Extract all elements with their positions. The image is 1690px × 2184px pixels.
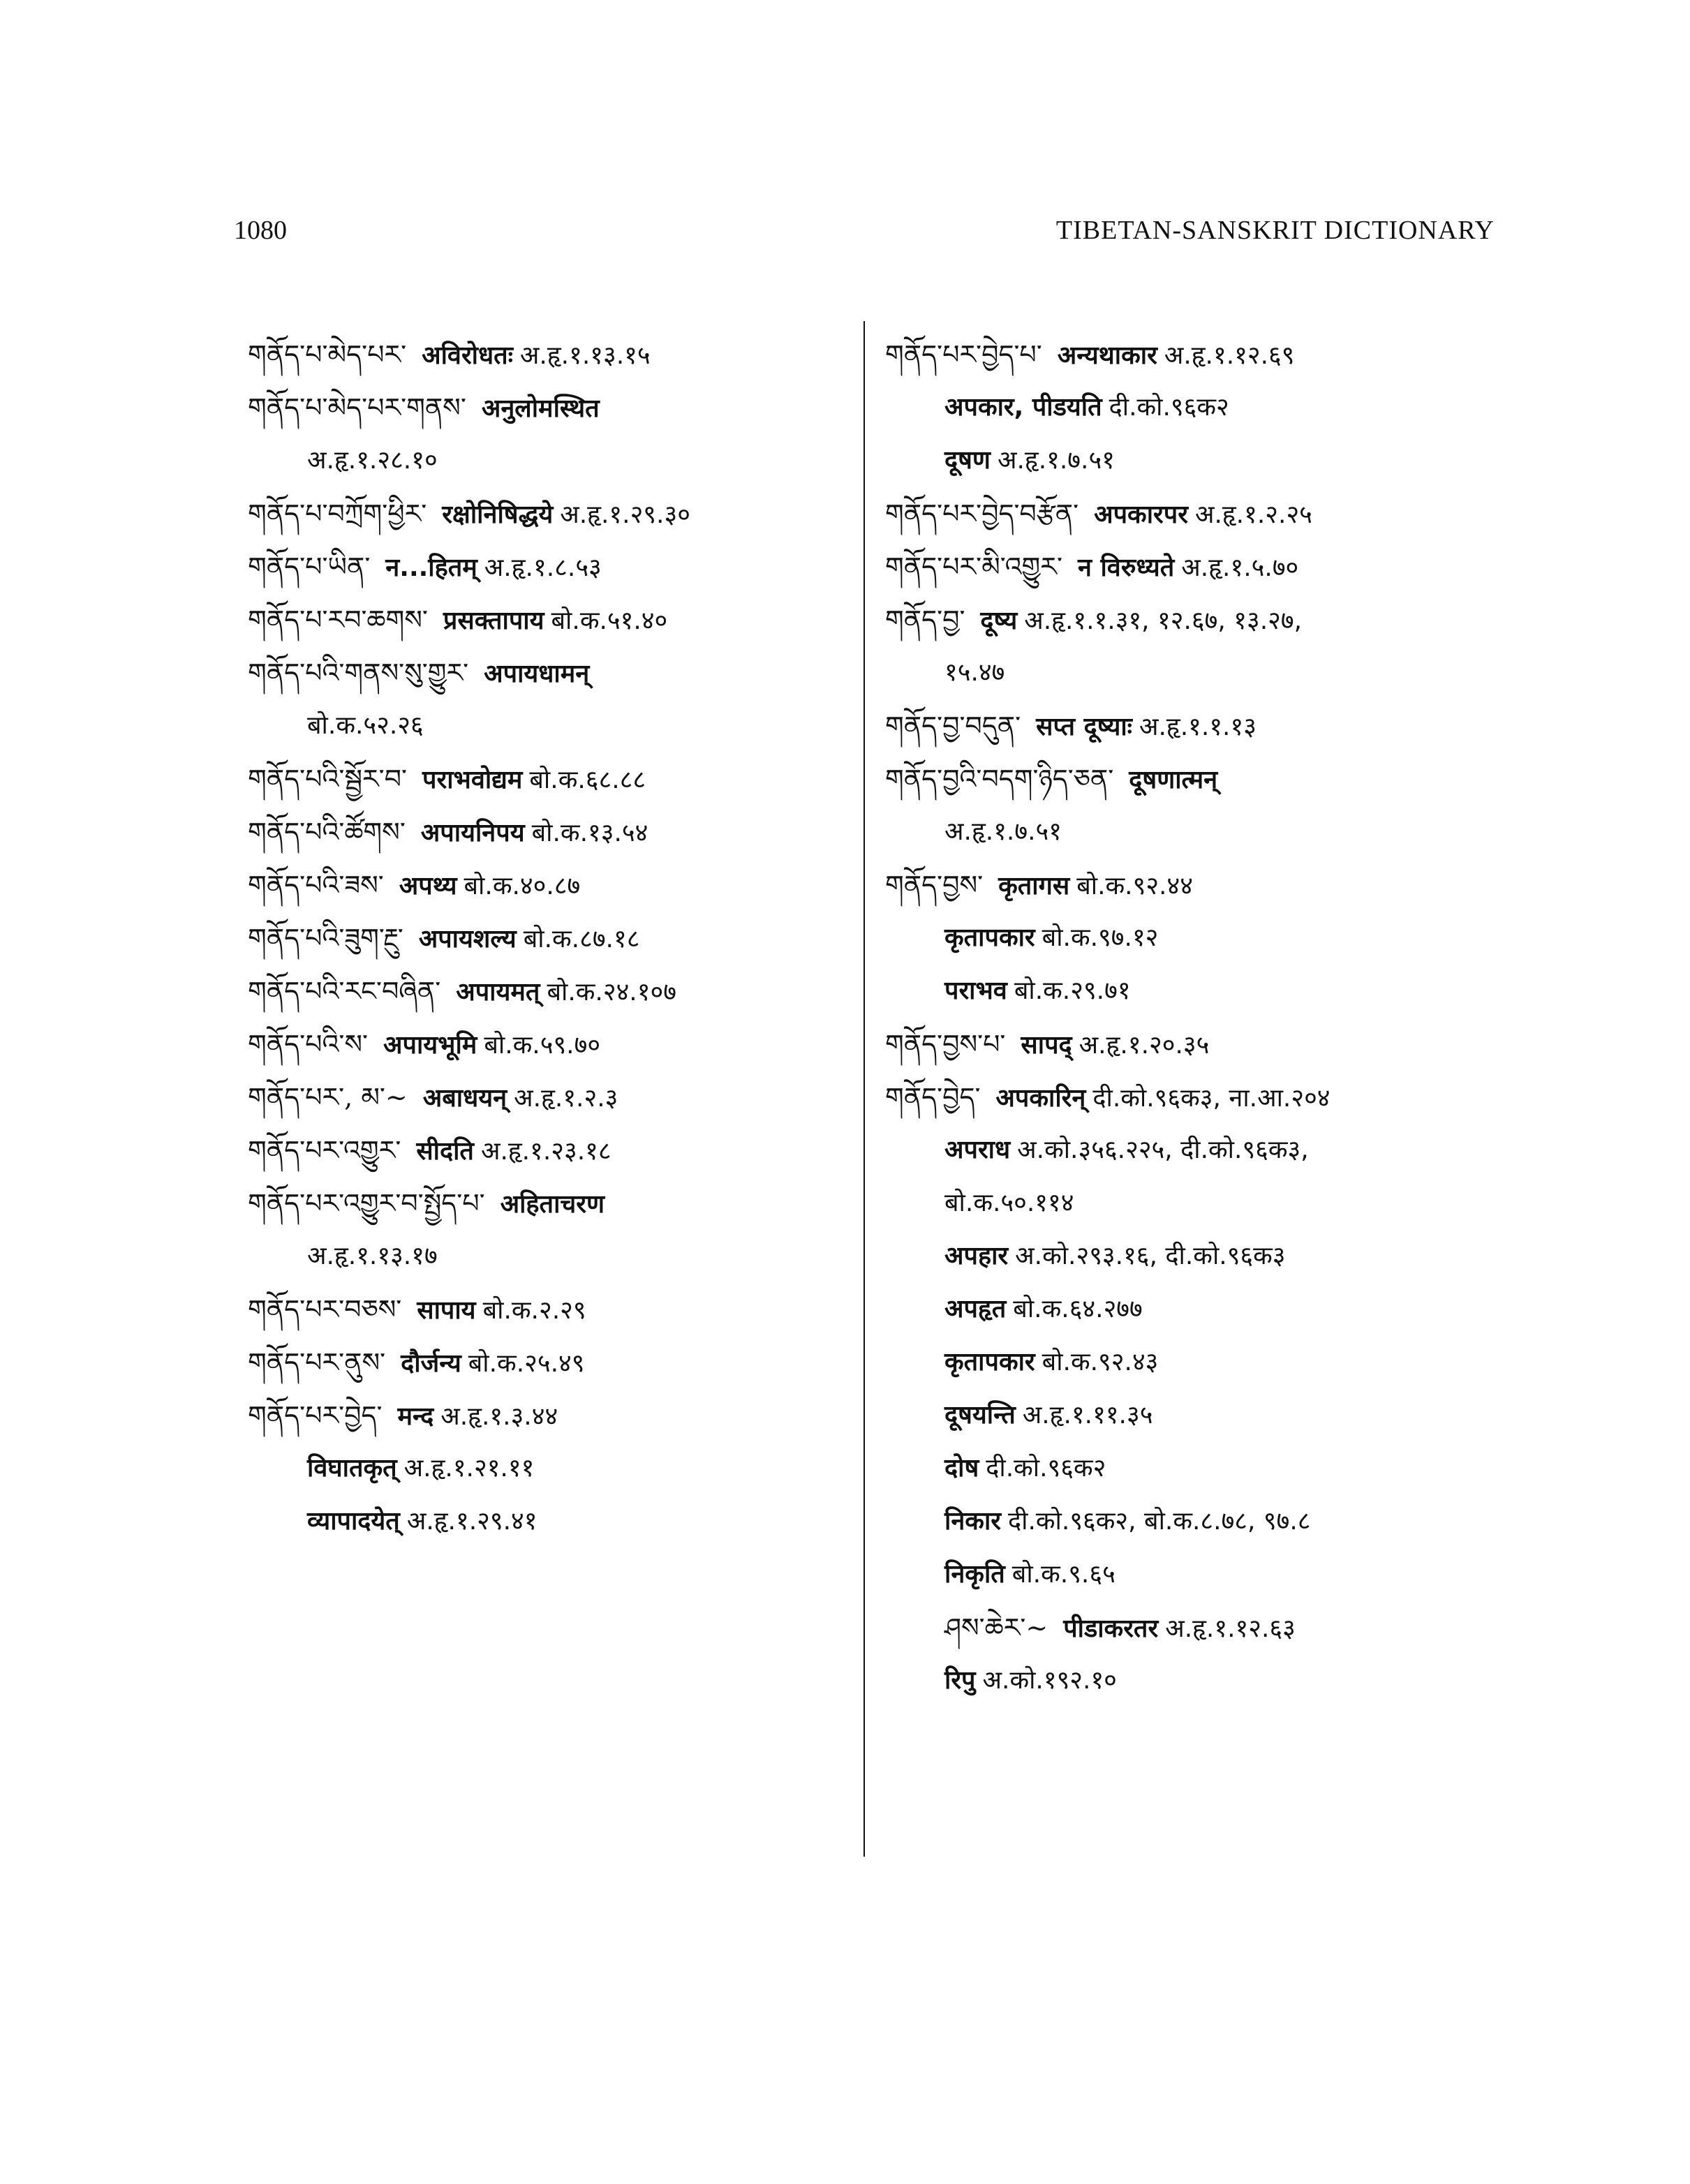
source-reference: अ.हृ.१.२.३ (514, 1084, 618, 1113)
dictionary-entry-line (885, 328, 1513, 381)
dictionary-entry-line (248, 1071, 841, 1124)
dictionary-entry-line (248, 1230, 841, 1283)
sanskrit-equivalent: कृतापकार (944, 923, 1035, 952)
source-reference: अ.हृ.१.२०.३५ (1079, 1031, 1210, 1060)
dictionary-entry-line (248, 859, 841, 912)
dictionary-entry-line (248, 1442, 841, 1495)
dictionary-entry-line (885, 912, 1513, 965)
source-reference: अ.को.२९३.१६, दी.को.९६क३ (1015, 1242, 1286, 1270)
sanskrit-equivalent: अपायनिपय (420, 819, 525, 847)
dictionary-entry-line (885, 1336, 1513, 1389)
dictionary-entry-line (248, 1283, 841, 1336)
source-reference: बो.क.९२.४४ (1076, 872, 1193, 900)
dictionary-entry-line (248, 434, 841, 487)
tibetan-headword: གནོད་བྱའི་བདག་ཉིད་ཅན་ (885, 764, 1114, 794)
page-number: 1080 (234, 216, 287, 245)
source-reference: बो.क.२९.७१ (1014, 976, 1131, 1005)
sanskrit-equivalent: अपकारिन् (995, 1084, 1086, 1113)
dictionary-entry-line (248, 1495, 841, 1548)
source-reference: अ.हृ.१.१२.६९ (1164, 341, 1295, 370)
dictionary-entry-line (248, 1389, 841, 1442)
sanskrit-equivalent: अपायधामन् (484, 660, 590, 688)
tibetan-headword: གནོད་པའི་སྦྱོར་བ་ (248, 764, 408, 794)
sanskrit-equivalent: अपायशल्य (418, 925, 517, 953)
source-reference: अ.हृ.१.८.५३ (484, 554, 602, 582)
dictionary-entry-line (885, 1177, 1513, 1230)
sanskrit-equivalent: पराभव (944, 976, 1007, 1005)
source-reference: अ.हृ.१.२.२५ (1194, 500, 1312, 529)
source-reference: अ.हृ.१.७.५१ (997, 446, 1115, 475)
dictionary-entry-line (885, 487, 1513, 540)
source-reference: अ.हृ.१.१३.१७ (307, 1242, 438, 1270)
dictionary-entry-line (885, 1230, 1513, 1283)
source-reference: बो.क.८७.१८ (523, 925, 640, 953)
sanskrit-equivalent: न विरुध्यते (1077, 554, 1175, 582)
sanskrit-equivalent: सीदति (416, 1137, 474, 1166)
tibetan-headword: གནོད་པར་བྱེད་བརྩོན་ (885, 498, 1079, 529)
source-reference: बो.क.५९.७० (484, 1031, 601, 1060)
tibetan-headword: གནོད་པའི་གནས་སུ་གྱུར་ (248, 658, 469, 688)
dictionary-entry-line (248, 965, 841, 1018)
source-reference: अ.हृ.१.२८.१० (307, 446, 438, 475)
sanskrit-equivalent: प्रसक्तापाय (443, 607, 544, 635)
sanskrit-equivalent: अपहृत (944, 1295, 1007, 1323)
tibetan-headword: གནོད་པའི་ས་ (248, 1029, 368, 1060)
tibetan-headword: གནོད་པའི་རང་བཞིན་ (248, 976, 441, 1006)
sanskrit-equivalent: अपायभूमि (383, 1031, 477, 1060)
sanskrit-equivalent: अबाधयन् (422, 1084, 507, 1113)
source-reference: अ.हृ.१.१३.१५ (519, 341, 651, 370)
source-reference: बो.क.९.६५ (1011, 1560, 1115, 1589)
dictionary-entry-line (248, 1177, 841, 1230)
tibetan-headword: གནོད་པ་རབ་ཆགས་ (248, 604, 428, 635)
sanskrit-equivalent: कृतापकार (944, 1348, 1035, 1376)
dictionary-entry-line (248, 487, 841, 540)
tibetan-headword: གནོད་བྱེད་ (885, 1082, 981, 1113)
dictionary-entry-line (885, 1018, 1513, 1071)
dictionary-entry-line (885, 859, 1513, 912)
source-reference: बो.क.५१.४० (551, 607, 668, 635)
tibetan-headword: ཤས་ཆེར་~ (944, 1612, 1048, 1643)
sanskrit-equivalent: निकृति (944, 1560, 1005, 1589)
sanskrit-equivalent: व्यापादयेत् (307, 1507, 400, 1536)
dictionary-entry-line (885, 699, 1513, 752)
dictionary-entry-line (885, 1389, 1513, 1442)
sanskrit-equivalent: विघातकृत् (307, 1454, 397, 1483)
sanskrit-equivalent: न...हितम् (385, 554, 477, 582)
dictionary-entry-line (248, 805, 841, 859)
sanskrit-equivalent: अहिताचरण (500, 1190, 605, 1219)
dictionary-entry-line (248, 1124, 841, 1177)
source-reference: बो.क.२.२९ (482, 1296, 586, 1325)
dictionary-entry-line (248, 752, 841, 805)
source-reference: बो.क.४०.८७ (464, 872, 581, 900)
dictionary-entry-line (885, 752, 1513, 805)
sanskrit-equivalent: अन्यथाकार (1057, 341, 1157, 370)
source-reference: बो.क.५२.२६ (307, 711, 424, 740)
sanskrit-equivalent: दूष्य (980, 607, 1018, 635)
dictionary-entry-line (885, 1283, 1513, 1336)
dictionary-entry-line (248, 912, 841, 965)
dictionary-entry-line (885, 1124, 1513, 1177)
source-reference: बो.क.९२.४३ (1042, 1348, 1159, 1376)
source-reference: १५.४७ (944, 658, 1005, 687)
tibetan-headword: གནོད་པ་བཀྲོག་ཕྱིར་ (248, 498, 427, 529)
dictionary-entry-line (885, 1495, 1513, 1548)
sanskrit-equivalent: दौर्जन्य (401, 1349, 461, 1378)
tibetan-headword: གནོད་པར་བྱེད་ (248, 1400, 383, 1431)
source-reference: अ.हृ.१.७.५१ (944, 817, 1062, 846)
dictionary-entry-line (885, 1654, 1513, 1707)
source-reference: बो.क.५०.११४ (944, 1189, 1074, 1217)
column-divider (863, 321, 865, 1857)
dictionary-entry-line (248, 1336, 841, 1389)
sanskrit-equivalent: सापद् (1021, 1031, 1072, 1060)
dictionary-entry-line (248, 328, 841, 381)
tibetan-headword: གནོད་པར་, མ་~ (248, 1082, 408, 1113)
source-reference: अ.को.३५६.२२५, दी.को.९६क३, (1017, 1136, 1309, 1164)
sanskrit-equivalent: दोष (944, 1454, 979, 1483)
tibetan-headword: གནོད་པར་མི་འགྱུར་ (885, 551, 1062, 582)
source-reference: अ.को.१९२.१० (982, 1666, 1117, 1695)
source-reference: दी.को.९६क२ (986, 1454, 1106, 1483)
source-reference: बो.क.२४.१०७ (547, 978, 676, 1006)
dictionary-entry-line (885, 646, 1513, 699)
tibetan-headword: གནོད་པ་མེད་པར་ (248, 339, 407, 370)
source-reference: बो.क.६४.२७७ (1013, 1295, 1143, 1323)
dictionary-entry-line (885, 540, 1513, 593)
sanskrit-equivalent: सापाय (417, 1296, 476, 1325)
source-reference: अ.हृ.१.११.३५ (1022, 1401, 1153, 1429)
sanskrit-equivalent: पराभवोद्यम (422, 766, 523, 794)
dictionary-entry-line (885, 381, 1513, 434)
source-reference: बो.क.९७.१२ (1042, 923, 1159, 952)
left-column (248, 328, 841, 1548)
dictionary-entry-line (248, 1018, 841, 1071)
dictionary-entry-line (885, 805, 1513, 859)
tibetan-headword: གནོད་པའི་ཟུག་རྔུ་ (248, 923, 403, 953)
source-reference: बो.क.६८.८८ (529, 766, 646, 794)
dictionary-entry-line (885, 434, 1513, 487)
tibetan-headword: གནོད་བྱ་བདུན་ (885, 711, 1021, 741)
sanskrit-equivalent: अपहार (944, 1242, 1009, 1270)
source-reference: अ.हृ.१.२१.११ (403, 1454, 535, 1483)
sanskrit-equivalent: सप्त दूष्याः (1036, 713, 1132, 741)
dictionary-entry-line (885, 965, 1513, 1018)
tibetan-headword: གནོད་པ་ཡིན་ (248, 551, 371, 582)
dictionary-entry-line (248, 381, 841, 434)
tibetan-headword: གནོད་བྱ་ (885, 604, 965, 635)
tibetan-headword: གནོད་པར་བྱེད་པ་ (885, 339, 1042, 370)
source-reference: दी.को.९६क२, बो.क.८.७८, ९७.८ (1008, 1507, 1311, 1536)
tibetan-headword: གནོད་པར་འགྱུར་ (248, 1135, 401, 1166)
sanskrit-equivalent: कृतागस (998, 872, 1070, 900)
tibetan-headword: གནོད་པའི་ཟས་ (248, 870, 384, 900)
sanskrit-equivalent: मन्द (397, 1402, 434, 1431)
source-reference: अ.हृ.१.३.४४ (440, 1402, 558, 1431)
dictionary-entry-line (248, 540, 841, 593)
sanskrit-equivalent: अविरोधतः (422, 341, 513, 370)
dictionary-entry-line (885, 1442, 1513, 1495)
dictionary-entry-line (885, 1071, 1513, 1124)
sanskrit-equivalent: रक्षोनिषिद्धये (442, 500, 554, 529)
tibetan-headword: གནོད་པར་བཅས་ (248, 1294, 402, 1325)
tibetan-headword: གནོད་པར་ནུས་ (248, 1347, 386, 1378)
sanskrit-equivalent: दूषण (944, 446, 991, 475)
source-reference: अ.हृ.१.२९.४१ (406, 1507, 538, 1536)
source-reference: अ.हृ.१.२३.१८ (480, 1137, 611, 1166)
tibetan-headword: གནོད་བྱས་ (885, 870, 984, 900)
tibetan-headword: གནོད་པ་མེད་པར་གནས་ (248, 392, 466, 423)
sanskrit-equivalent: अनुलोमस्थित (481, 394, 600, 423)
source-reference: बो.क.२५.४९ (468, 1349, 585, 1378)
sanskrit-equivalent: दूषयन्ति (944, 1401, 1016, 1429)
source-reference: दी.को.९६क२ (1109, 393, 1229, 422)
tibetan-headword: གནོད་བྱས་པ་ (885, 1029, 1006, 1060)
running-head: TIBETAN-SANSKRIT DICTIONARY (1055, 216, 1495, 245)
source-reference: अ.हृ.१.१.१३ (1139, 713, 1257, 741)
dictionary-entry-line (885, 1548, 1513, 1601)
source-reference: बो.क.१३.५४ (531, 819, 648, 847)
source-reference: अ.हृ.१.२९.३० (560, 500, 690, 529)
tibetan-headword: གནོད་པའི་ཚོགས་ (248, 817, 406, 847)
sanskrit-equivalent: रिपु (944, 1666, 976, 1695)
sanskrit-equivalent: अपराध (944, 1136, 1011, 1164)
dictionary-entry-line (248, 699, 841, 752)
sanskrit-equivalent: दूषणात्मन् (1129, 766, 1218, 794)
sanskrit-equivalent: निकार (944, 1507, 1002, 1536)
sanskrit-equivalent: अपकार, पीडयति (944, 393, 1102, 422)
dictionary-entry-line (248, 593, 841, 646)
dictionary-entry-line (885, 1601, 1513, 1654)
sanskrit-equivalent: अपकारपर (1094, 500, 1188, 529)
sanskrit-equivalent: पीडाकरतर (1063, 1614, 1159, 1643)
tibetan-headword: གནོད་པར་འགྱུར་བ་སྤྱོད་པ་ (248, 1188, 485, 1219)
source-reference: अ.हृ.१.५.७० (1181, 554, 1299, 582)
sanskrit-equivalent: अपायमत् (456, 978, 540, 1006)
dictionary-entry-line (248, 646, 841, 699)
right-column (885, 328, 1513, 1707)
source-reference: दी.को.९६क३, ना.आ.२०४ (1092, 1084, 1330, 1113)
source-reference: अ.हृ.१.१२.६३ (1165, 1614, 1296, 1643)
dictionary-entry-line (885, 593, 1513, 646)
sanskrit-equivalent: अपथ्य (399, 872, 457, 900)
source-reference: अ.हृ.१.१.३१, १२.६७, १३.२७, (1024, 607, 1303, 635)
